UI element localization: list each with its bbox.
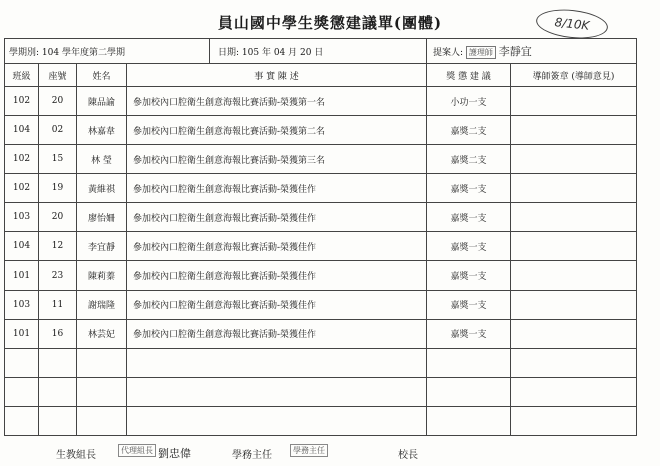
- empty-cell: [427, 348, 511, 377]
- signature-footer: [0, 446, 660, 462]
- empty-cell: [39, 406, 77, 435]
- class-cell: 102: [5, 87, 39, 116]
- seat-cell: 20: [39, 87, 77, 116]
- class-cell: 103: [5, 290, 39, 319]
- empty-cell: [511, 377, 637, 406]
- fact-cell: 參加校內口腔衛生創意海報比賽活動-榮獲佳作: [127, 203, 427, 232]
- table-row: [5, 319, 637, 348]
- fact-cell: 參加校內口腔衛生創意海報比賽活動-榮獲佳作: [127, 174, 427, 203]
- award-cell: 嘉獎一支: [427, 174, 511, 203]
- class-cell: 104: [5, 232, 39, 261]
- seat-cell: 16: [39, 319, 77, 348]
- table-row: [5, 232, 637, 261]
- empty-cell: [77, 406, 127, 435]
- empty-cell: [127, 377, 427, 406]
- class-cell: 101: [5, 319, 39, 348]
- date-cell: [210, 39, 427, 63]
- fact-cell: 參加校內口腔衛生創意海報比賽活動-榮獲第一名: [127, 87, 427, 116]
- col-name-header: 姓名: [77, 64, 127, 87]
- discipline-name: 劉忠偉: [158, 447, 191, 460]
- seat-cell: 02: [39, 116, 77, 145]
- table-row: [5, 87, 637, 116]
- empty-row: [5, 348, 637, 377]
- proposer-cell: [427, 39, 637, 64]
- name-cell: 黃維祺: [77, 174, 127, 203]
- empty-cell: [5, 348, 39, 377]
- empty-cell: [511, 348, 637, 377]
- proposer-label: 提案人:: [433, 48, 464, 59]
- col-seat-header: 座號: [39, 64, 77, 87]
- empty-row: [5, 377, 637, 406]
- seat-cell: 20: [39, 203, 77, 232]
- name-cell: 陳莉蓁: [77, 261, 127, 290]
- proposer-name: 李靜宜: [498, 45, 532, 59]
- empty-cell: [127, 348, 427, 377]
- seat-cell: 15: [39, 145, 77, 174]
- fact-cell: 參加校內口腔衛生創意海報比賽活動-榮獲佳作: [127, 261, 427, 290]
- empty-cell: [511, 406, 637, 435]
- seat-cell: 12: [39, 232, 77, 261]
- date-label: 日期:: [218, 47, 240, 58]
- class-cell: 101: [5, 261, 39, 290]
- award-cell: 嘉獎一支: [427, 290, 511, 319]
- teacher-sign-cell: [511, 319, 637, 348]
- empty-cell: [427, 406, 511, 435]
- name-cell: 林嘉韋: [77, 116, 127, 145]
- fact-cell: 參加校內口腔衛生創意海報比賽活動-榮獲佳作: [127, 290, 427, 319]
- empty-cell: [39, 348, 77, 377]
- teacher-sign-cell: [511, 145, 637, 174]
- name-cell: 李宜靜: [77, 232, 127, 261]
- empty-cell: [77, 377, 127, 406]
- table-row: [5, 174, 637, 203]
- proposer-stamp: 護理師: [466, 46, 496, 59]
- fact-cell: 參加校內口腔衛生創意海報比賽活動-榮獲佳作: [127, 232, 427, 261]
- name-cell: 謝瑞隆: [77, 290, 127, 319]
- teacher-sign-cell: [511, 174, 637, 203]
- fact-cell: 參加校內口腔衛生創意海報比賽活動-榮獲第二名: [127, 116, 427, 145]
- form-title: 員山國中學生獎懲建議單(團體): [217, 14, 443, 32]
- meta-row: [5, 39, 637, 64]
- empty-cell: [5, 377, 39, 406]
- col-teacher-header: 導師簽章 (導師意見): [511, 64, 637, 87]
- discipline-label: 生教組長: [56, 450, 96, 461]
- date-value: 105 年 04 月 20 日: [241, 47, 324, 58]
- award-cell: 嘉獎一支: [427, 319, 511, 348]
- table-row: [5, 116, 637, 145]
- handwritten-note: 8/10K: [535, 6, 610, 41]
- discipline-stamp: 代理組長: [118, 444, 156, 457]
- name-cell: 陳品諭: [77, 87, 127, 116]
- empty-cell: [39, 377, 77, 406]
- table-row: [5, 261, 637, 290]
- teacher-sign-cell: [511, 116, 637, 145]
- col-fact-header: 事 實 陳 述: [127, 64, 427, 87]
- academic-label: 學務主任: [232, 450, 272, 461]
- table-row: [5, 290, 637, 319]
- teacher-sign-cell: [511, 203, 637, 232]
- empty-cell: [427, 377, 511, 406]
- teacher-sign-cell: [511, 290, 637, 319]
- award-cell: 嘉獎二支: [427, 145, 511, 174]
- seat-cell: 19: [39, 174, 77, 203]
- award-cell: 小功一支: [427, 87, 511, 116]
- name-cell: 林 瑩: [77, 145, 127, 174]
- name-cell: 林芸妃: [77, 319, 127, 348]
- empty-row: [5, 406, 637, 435]
- award-cell: 嘉獎一支: [427, 232, 511, 261]
- seat-cell: 11: [39, 290, 77, 319]
- teacher-sign-cell: [511, 232, 637, 261]
- academic-stamp: 學務主任: [290, 444, 328, 457]
- fact-cell: 參加校內口腔衛生創意海報比賽活動-榮獲佳作: [127, 319, 427, 348]
- seat-cell: 23: [39, 261, 77, 290]
- award-cell: 嘉獎二支: [427, 116, 511, 145]
- semester-cell: [5, 39, 210, 63]
- award-cell: 嘉獎一支: [427, 203, 511, 232]
- col-award-header: 獎 懲 建 議: [427, 64, 511, 87]
- table-row: [5, 203, 637, 232]
- header-row: [5, 64, 637, 87]
- teacher-sign-cell: [511, 87, 637, 116]
- col-class-header: 班級: [5, 64, 39, 87]
- fact-cell: 參加校內口腔衛生創意海報比賽活動-榮獲第三名: [127, 145, 427, 174]
- class-cell: 103: [5, 203, 39, 232]
- principal-label: 校長: [398, 450, 418, 461]
- table-row: [5, 145, 637, 174]
- empty-cell: [5, 406, 39, 435]
- award-table: [4, 38, 637, 436]
- semester-value: 104 學年度第二學期: [41, 47, 125, 58]
- empty-cell: [77, 348, 127, 377]
- name-cell: 廖怡姍: [77, 203, 127, 232]
- class-cell: 104: [5, 116, 39, 145]
- teacher-sign-cell: [511, 261, 637, 290]
- class-cell: 102: [5, 174, 39, 203]
- semester-label: 學期別:: [9, 47, 40, 58]
- empty-cell: [127, 406, 427, 435]
- award-cell: 嘉獎一支: [427, 261, 511, 290]
- class-cell: 102: [5, 145, 39, 174]
